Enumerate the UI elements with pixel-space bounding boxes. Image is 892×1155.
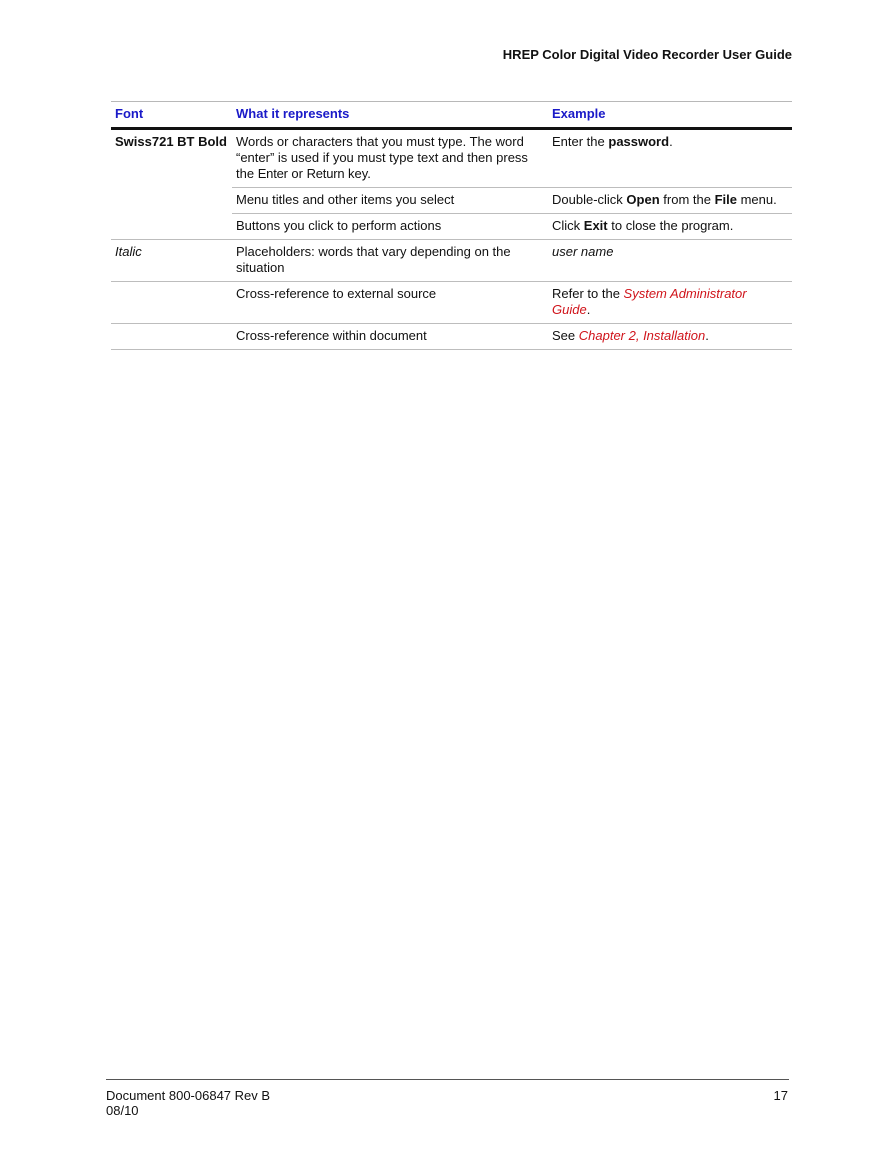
- example-cell: [548, 282, 792, 324]
- footer-document-info: [106, 1088, 270, 1118]
- represents-cell: [232, 129, 548, 188]
- footer-date: 08/10: [106, 1103, 139, 1118]
- font-cell: [111, 188, 232, 214]
- font-cell: Swiss721 BT Bold: [115, 134, 227, 149]
- footer-divider: [106, 1079, 789, 1080]
- example-text: .: [705, 328, 709, 343]
- example-cell: [548, 214, 792, 240]
- key-name-return: Return: [306, 166, 345, 181]
- example-italic: user name: [552, 244, 614, 259]
- column-header-represents: What it represents: [232, 102, 548, 129]
- example-text: See: [552, 328, 579, 343]
- cross-reference-link[interactable]: Chapter 2, Installation: [578, 328, 706, 343]
- table-header-row: [111, 102, 792, 129]
- table-row: [111, 214, 792, 240]
- example-cell: [548, 129, 792, 188]
- table-row: [111, 324, 792, 350]
- key-name-enter: Enter: [257, 166, 288, 181]
- typographic-conventions-table: [111, 101, 792, 350]
- example-bold: Exit: [583, 218, 608, 233]
- represents-text: key.: [344, 166, 371, 181]
- example-text: from the: [659, 192, 715, 207]
- example-text: Refer to the: [552, 286, 624, 301]
- cross-reference-link[interactable]: System Administrator Guide: [552, 286, 747, 317]
- example-text: .: [669, 134, 673, 149]
- footer-document-number: Document 800-06847 Rev B: [106, 1088, 271, 1103]
- font-cell: [111, 214, 232, 240]
- represents-cell: Cross-reference within document: [232, 324, 548, 350]
- represents-text: or: [287, 166, 307, 181]
- represents-cell: Cross-reference to external source: [232, 282, 548, 324]
- example-text: Double-click: [552, 192, 627, 207]
- table-row: [111, 282, 792, 324]
- font-cell: Italic: [111, 240, 232, 282]
- represents-cell: Buttons you click to perform actions: [232, 214, 548, 240]
- represents-line: Words or characters that you must type. The word: [236, 134, 524, 149]
- represents-cell: Menu titles and other items you select: [232, 188, 548, 214]
- example-cell: [548, 240, 792, 282]
- running-header-title: HREP Color Digital Video Recorder User Guide: [502, 47, 792, 62]
- example-text: Click: [552, 218, 584, 233]
- page-number: 17: [773, 1088, 788, 1103]
- example-cell: [548, 324, 792, 350]
- example-cell: [548, 188, 792, 214]
- represents-text: the: [236, 166, 258, 181]
- example-bold: Open: [626, 192, 660, 207]
- table-row: [111, 240, 792, 282]
- table-row: [111, 129, 792, 188]
- example-text: .: [586, 302, 591, 317]
- table-row: [111, 188, 792, 214]
- font-cell: [111, 282, 232, 324]
- example-text: menu.: [736, 192, 777, 207]
- example-text: to close the program.: [607, 218, 734, 233]
- example-bold: File: [714, 192, 737, 207]
- column-header-example: Example: [548, 102, 792, 129]
- example-text: Enter the: [552, 134, 609, 149]
- represents-cell: Placeholders: words that vary depending on the situation: [232, 240, 548, 282]
- represents-line: “enter” is used if you must type text and then press: [236, 150, 528, 165]
- example-bold: password: [608, 134, 670, 149]
- column-header-font: Font: [111, 102, 232, 129]
- font-cell: [111, 324, 232, 350]
